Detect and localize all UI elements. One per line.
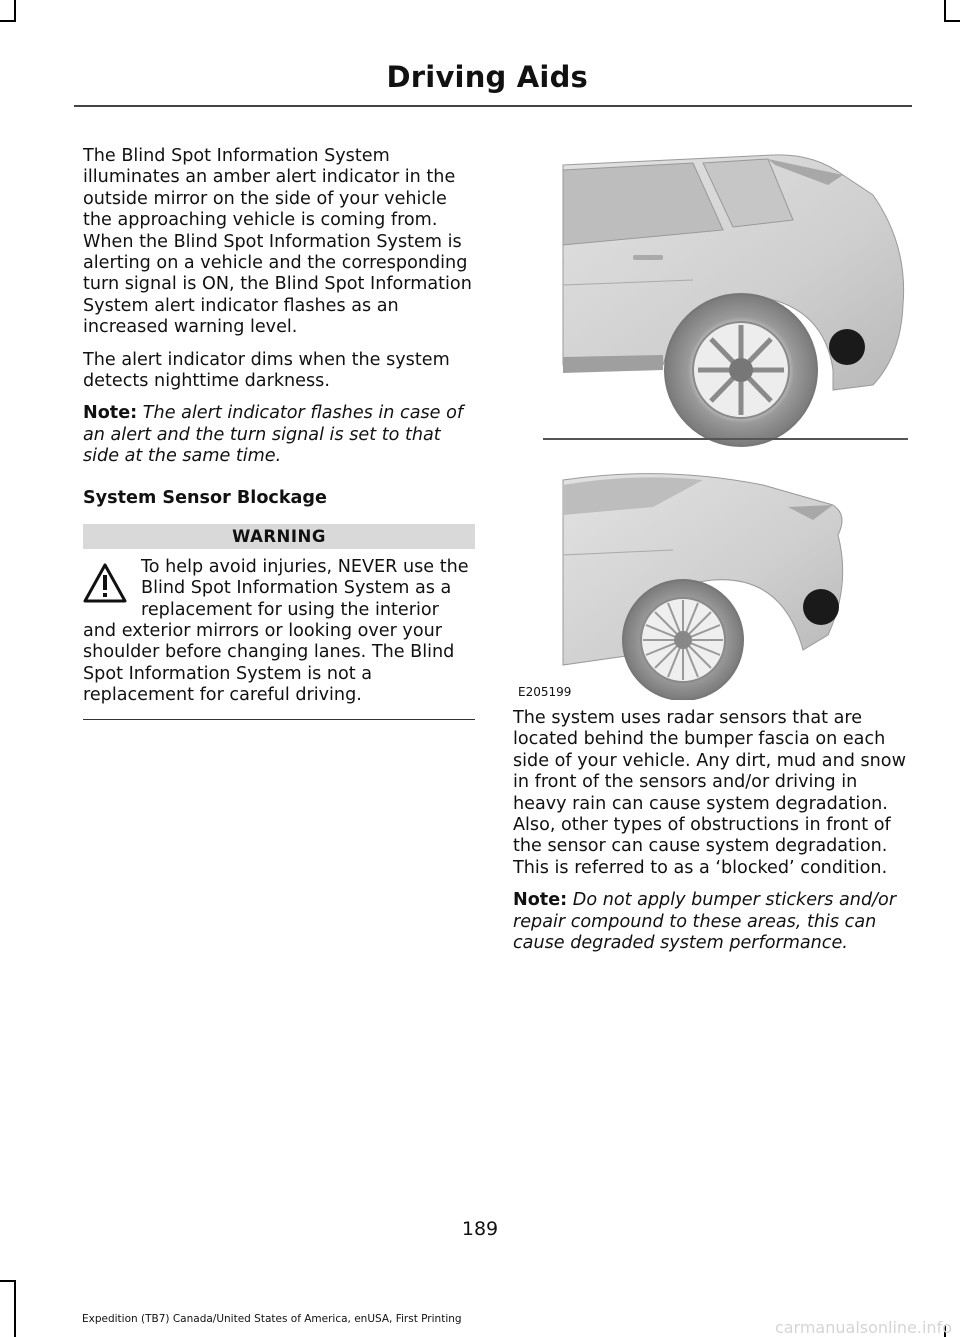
figure-code: E205199: [518, 685, 572, 699]
note-label: Note:: [83, 403, 138, 424]
paragraph-nighttime: The alert indicator dims when the system detects nighttime darkness.: [83, 349, 450, 392]
footer-text: Expedition (TB7) Canada/United States of America, enUSA, First Printing: [82, 1313, 462, 1325]
paragraph-alert-indicator: The Blind Spot Information System illuminates an amber alert indicator in the outside mirror on the side of your vehicle the approaching vehicle is coming from. When the Blind Spot Information System is alerting on a vehicle and the corresponding turn signal is ON, the Blind Spot Information System alert indicator flashes as an increased warning level.: [83, 146, 472, 338]
left-column: [83, 146, 475, 720]
watermark: carmanualsonline.info: [774, 1318, 952, 1337]
header-divider: [74, 105, 912, 107]
warning-triangle-icon: [83, 563, 127, 603]
crop-mark: [944, 0, 946, 22]
note-bumper-stickers: [513, 890, 911, 954]
page-number: 189: [461, 1218, 499, 1240]
warning-body: [83, 557, 475, 707]
crop-mark: [0, 1280, 16, 1282]
right-column: [513, 708, 911, 965]
note-turn-signal: [83, 403, 475, 467]
section-heading: System Sensor Blockage: [83, 487, 327, 508]
warning-title: WARNING: [83, 524, 475, 549]
radar-sensor-marker: [829, 329, 865, 365]
crop-mark: [944, 20, 960, 22]
note-text: Do not apply bumper stickers and/or repair compound to these areas, this can cause degraded system performance.: [513, 890, 897, 954]
crop-mark: [14, 1280, 16, 1337]
note-label: Note:: [513, 890, 568, 911]
radar-sensor-marker: [803, 589, 839, 625]
sedan-rear-quarter: [563, 474, 843, 700]
crop-mark: [14, 0, 16, 22]
suv-rear-quarter: [543, 155, 908, 446]
page-title: Driving Aids: [386, 60, 588, 94]
paragraph-radar-sensors: The system uses radar sensors that are located behind the bumper fascia on each side of your vehicle. Any dirt, mud and snow in front of the sensors and/or driving in heavy rain can cause system degradation. Also, other types of obstructions in front of the sensor can cause system degradation. This is referred to as a ‘blocked’ condition.: [513, 708, 906, 878]
note-text: The alert indicator flashes in case of an alert and the turn signal is set to that side at the same time.: [83, 403, 464, 467]
crop-mark: [0, 20, 16, 22]
warning-text: To help avoid injuries, NEVER use the Blind Spot Information System as a replacement for using the interior and exterior mirrors or looking over your shoulder before changing lanes. The Blind Spot Information System is not a replacement for careful driving.: [83, 556, 469, 706]
sensor-location-figure: [513, 135, 911, 700]
warning-divider: [83, 719, 475, 721]
warning-box: [83, 524, 475, 720]
